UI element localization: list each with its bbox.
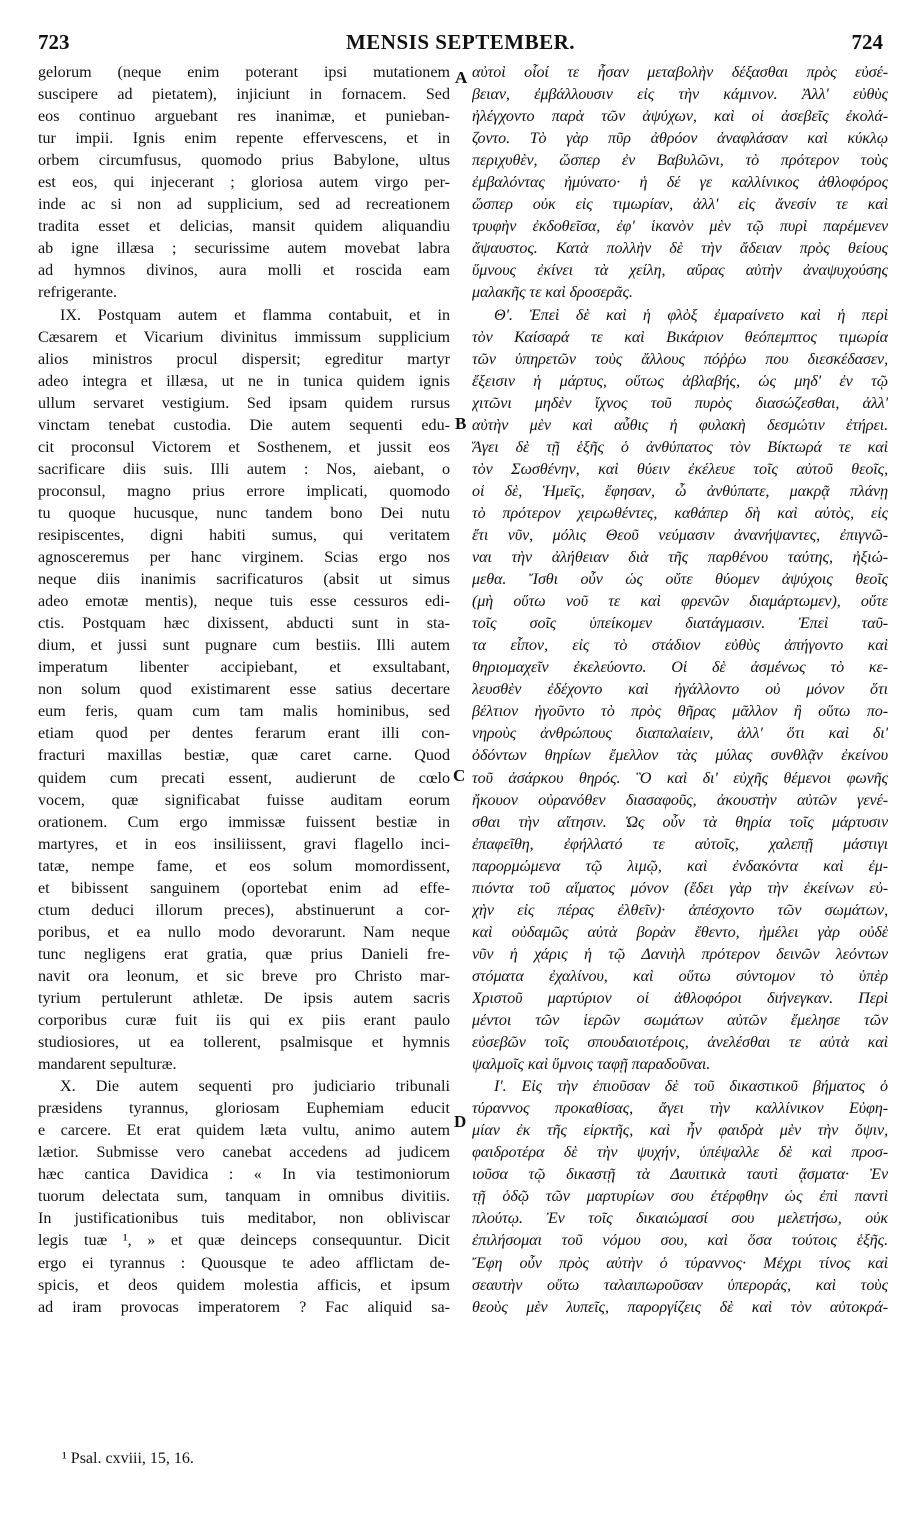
text-line: ἐμβαλόντας ἠμύνατο· ἡ δέ γε καλλίνικος ἀθλοφόρος <box>472 174 888 192</box>
text-line: vinctam tenebat custodia. Die autem sequenti edu- <box>38 416 450 434</box>
text-line: τύραννος προκαθίσας, ἄγει τὴν καλλίνικον Εὐφη- <box>472 1100 888 1118</box>
text-line: χιτῶνι μηδὲν ἴχνος τοῦ πυρὸς διασώζεσθαι, ἀλλ' <box>472 394 888 412</box>
text-line: dium, et jussi sunt pugnare cum bestiis. Illi autem <box>38 637 450 655</box>
text-line: ullum servaret vestigium. Sed ipsam quidem rursus <box>38 394 450 412</box>
text-line: ἤκουον οὐρανόθεν διασαφοῦς, ἀκουστὴν αὐτῶν γενέ- <box>472 791 888 809</box>
text-line: παρορμώμενα τῷ λιμῷ, καὶ ἐνδακόντα καὶ ἐμ- <box>472 857 888 875</box>
text-line: refrigerante. <box>38 284 118 302</box>
right-page-number: 724 <box>851 30 883 54</box>
text-line: ctum deduci illorum preces), abstinuerunt a cor- <box>38 901 450 919</box>
text-line: proconsul, magno prius errore implicati, quomodo <box>38 482 450 500</box>
text-line: πλούτῳ. Ἐν τοῖς δικαιώμασί σου μελετήσω, οὐκ <box>472 1210 888 1228</box>
text-line: σθαι τὴν αἴτησιν. Ὡς οὖν τὰ θηρία τοῖς μάρτυσιν <box>472 813 888 831</box>
text-line: μαλακῆς τε καὶ δροσερᾶς. <box>472 284 633 302</box>
text-line: ἠλέγχοντο παρὰ τῶν ἀψύχων, καὶ οἱ ἀσεβεῖς ἐκολά- <box>472 108 888 126</box>
text-line: sacrificare diis suis. Illi autem : Nos, aiebant, o <box>38 460 450 478</box>
text-line: βειαν, ἐμβάλλουσιν εἰς τὴν κάμινον. Ἀλλ' εὐθὺς <box>472 86 888 104</box>
text-line: εὐσεβῶν τοῖς σπουδαιοτέροις, ἀνελέσθαι τε αὐτὰ καὶ <box>472 1034 888 1052</box>
text-line: ctis. Postquam hæc dixissent, abducti sunt in sta- <box>38 615 450 633</box>
text-line: e carcere. Et erat quidem læta vultu, animo autem <box>38 1122 450 1140</box>
text-line: νῦν ἡ χάρις ἡ τῷ Δανιὴλ πρότερον δεινῶν λεόντων <box>472 945 888 963</box>
text-line: tyrium pertulerunt athletæ. De ipsis autem sacris <box>38 989 450 1007</box>
text-line: σεαυτὴν οὕτω ταλαιπωροῦσαν ὑπεροράς, καὶ τοὺς <box>472 1276 888 1294</box>
text-line: τα εἶπον, εἰς τὸ στάδιον εὐθὺς ἀπήγοντο καὶ <box>472 637 888 655</box>
margin-marker-b: B <box>455 414 467 433</box>
text-line: martyres, et in eos insiliissent, gravi flagello inci- <box>38 835 450 853</box>
text-line: στόματα ἐχαλίνου, καὶ οὕτω σύντομον τὸ ὑπὲρ <box>472 967 888 985</box>
text-line: μέντοι τῶν ἱερῶν σωμάτων αὐτῶν ἔμελησε τῶν <box>472 1012 888 1030</box>
text-line: τῶν ὑπηρετῶν τοὺς ἄλλους πόῤῥω που διεσκέδασεν, <box>472 350 888 368</box>
text-line: Ἔφη οὖν πρὸς αὐτὴν ὁ τύραννος· Μέχρι τίνος καὶ <box>472 1254 888 1272</box>
text-line: θηριομαχεῖν ἐκελεύοντο. Οἱ δὲ ἀσμένως τὸ κε- <box>472 659 888 677</box>
text-line: imperatum libenter accipiebant, et exsultabant, <box>38 659 450 677</box>
text-line: spicis, et deos quidem molestia afficis, et ipsum <box>38 1276 450 1294</box>
text-line: etiam quod per dentes ferarum erant illi con- <box>38 725 450 743</box>
text-line: καὶ οὐδαμῶς αὐτὰ βορὰν ἔθεντο, ἠμέλει γὰρ οὐδὲ <box>472 923 888 941</box>
text-line: vocem, quæ significabat fuisse auditam eorum <box>38 791 450 809</box>
text-line: tatæ, nempe fame, et eos solum momordissent, <box>38 857 450 875</box>
text-line: eos continuo arguebant res inanimæ, et punieban- <box>38 108 450 126</box>
running-title: MENSIS SEPTEMBER. <box>345 30 576 54</box>
text-line: μεθα. Ἴσθι οὖν ὡς οὔτε θύομεν ἀψύχοις θεοῖς <box>472 571 888 589</box>
text-line: Θ'. Ἐπεὶ δὲ καὶ ἡ φλὸξ ἐμαραίνετο καὶ ἡ περὶ <box>494 306 888 324</box>
text-line: tunc negligens erat gratia, quæ prius Danieli fre- <box>38 945 450 963</box>
text-line: corporibus curæ fuit iis qui ex piis erant paulo <box>38 1012 450 1030</box>
text-line: ad hymnos divinos, aura molli et roscida eam <box>38 262 450 280</box>
text-line: hæc cantica Davidica : « In via testimoniorum <box>38 1166 450 1184</box>
text-line: tradita esset et delicias, mansit quidem aliquandiu <box>38 218 450 236</box>
text-line: ὀδόντων θηρίων ἔμελλον τὰς μύλας συνθλᾷν ἐκείνου <box>472 747 888 765</box>
text-line: τρυφὴν ἐκδοθεῖσα, ἐφ' ἱκανὸν μὲν τῷ πυρὶ παρέμενεν <box>472 218 888 236</box>
text-line: IX. Postquam autem et flamma contabuit, et in <box>60 306 450 324</box>
text-line: tu quoque hucusque, nunc tandem bono Dei nutu <box>38 504 450 522</box>
text-line: οἱ δὲ, Ἡμεῖς, ἔφησαν, ὦ ἀνθύπατε, μακρᾷ πλάνῃ <box>472 482 888 500</box>
text-line: θεοὺς μὲν λυπεῖς, παροργίζεις δὲ καὶ τὸν αὐτοκρά- <box>472 1298 888 1316</box>
text-line: præsidens tyrannus, gloriosam Euphemiam educit <box>38 1100 450 1118</box>
page-header <box>38 30 883 64</box>
text-line: fracturi maxillas bestiæ, quæ caret carne. Quod <box>38 747 450 765</box>
left-page-number: 723 <box>38 30 70 54</box>
text-line: ergo ei tyrannus : Quousque te adeo afflictam de- <box>38 1254 450 1272</box>
text-line: τῇ ὁδῷ τῶν μαρτυρίων σου ἐτέρφθην ὡς ἐπὶ παντὶ <box>472 1188 888 1206</box>
text-line: Cæsarem et Vicarium divinitus immissum supplicium <box>38 328 450 346</box>
text-line: Χριστοῦ μαρτύριον οἱ ἀθλοφόροι διήνεγκαν. Περὶ <box>472 989 888 1007</box>
text-line: (μὴ οὕτω νοῦ τε καὶ φρενῶν διαμάρτωμεν), οὔτε <box>472 593 888 611</box>
text-line: orbem circumfusus, quomodo prius Babylone, ultus <box>38 152 450 170</box>
text-line: inde ac si non ad supplicium, sed ad recreationem <box>38 196 450 214</box>
text-line: studiosiores, ut ea tollerent, psalmisque et hymnis <box>38 1034 450 1052</box>
text-line: gelorum (neque enim poterant ipsi mutationem <box>38 64 450 81</box>
text-line: ὥσπερ οὐκ εἰς τιμωρίαν, ἀλλ' εἰς ἄνεσίν τε καὶ <box>472 196 888 214</box>
text-line: αὐτὴν μὲν καὶ αὖθις ἡ φυλακὴ δεσμώτιν ἐτήρει. <box>472 416 888 434</box>
text-line: ab igne illæsa ; securissime autem movebat labra <box>38 240 450 258</box>
text-line: adeo integra et illæsa, ut ne in tunica quidem ignis <box>38 372 450 390</box>
text-line: ad iram provocas imperatorem ? Fac aliquid sa- <box>38 1298 450 1316</box>
text-line: non solum quod existimarent esse satius decertare <box>38 681 450 699</box>
text-line: ζοντο. Τὸ γὰρ πῦρ ἀθρόον ἀναφλάσαν καὶ κύκλῳ <box>472 130 888 148</box>
text-line: νηροὺς ἀνθρώπους διαπαλαίειν, ἀλλ' ὅτι καὶ δι' <box>472 725 888 743</box>
text-line: ἔξεισιν ἡ μάρτυς, οὕτως ἀβλαβής, ὡς μηδ' ἐν τῷ <box>472 372 888 390</box>
text-line: Ἄγει δὲ τῇ ἑξῆς ὁ ἀνθύπατος τὸν Βίκτωρά τε καὶ <box>472 438 888 456</box>
text-line: tur impii. Ignis enim repente effervescens, et in <box>38 130 450 148</box>
text-line: Ι'. Εἰς τὴν ἐπιοῦσαν δὲ τοῦ δικαστικοῦ βήματος ὁ <box>494 1078 888 1096</box>
text-line: est eos, qui injecerant ; gloriosa autem virgo per- <box>38 174 450 192</box>
text-line: eum feris, quam cum tam malis hominibus, sed <box>38 703 450 721</box>
text-line: τὸν Σωσθένην, καὶ θύειν ἐκέλευε τοῖς αὐτοῦ θεοῖς, <box>472 460 888 478</box>
text-line: ὕμνους ἐκίνει τὰ χείλη, αὔρας αὐτὴν ἀναψυχούσης <box>472 262 888 280</box>
text-line: τοῦ ἀσάρκου θηρός. Ὃ καὶ δι' εὐχῆς θέμενοι φωνῆς <box>472 769 888 787</box>
text-line: πιόντα τοῦ αἵματος μόνον (ἔδει γὰρ τὴν ἐκείνων εὐ- <box>472 879 888 897</box>
text-line: adeo emotæ mentis), neque tuis esse cessuros edi- <box>38 593 450 611</box>
text-line: τὸν Καίσαρά τε καὶ Βικάριον θεόπεμπτος τιμωρία <box>472 328 888 346</box>
margin-marker-c: C <box>453 766 466 785</box>
text-line: cit proconsul Victorem et Sosthenem, et jussit eos <box>38 438 450 456</box>
text-line: τοῖς σοῖς ὑπείκομεν διατάγμασιν. Ἐπεὶ ταῦ- <box>472 615 888 633</box>
text-line: φαιδροτέρα δὲ τὴν ψυχήν, ὑπέψαλλε δὲ καὶ προσ- <box>472 1144 888 1162</box>
text-line: ἐπαφεῖθη, ἐφήλλατό τε αὐτοῖς, χαλεπῇ μάστιγι <box>472 835 888 853</box>
text-line: ναι τὴν ἀλήθειαν διὰ τῆς παρθένου ταύτης, ἠξιώ- <box>472 549 888 567</box>
text-line: In justificationibus tuis meditabor, non obliviscar <box>38 1210 450 1228</box>
greek-column <box>472 62 888 1319</box>
text-line: μίαν ἐκ τῆς εἱρκτῆς, καὶ ἦν φαιδρὰ μὲν τὴν ὄψιν, <box>472 1122 888 1140</box>
text-line: quidem cum precati essent, audierunt de cœlo <box>38 769 450 787</box>
text-line: alios ministros procul dispersit; egreditur martyr <box>38 350 450 368</box>
text-line: ψαλμοῖς καὶ ὕμνοις ταφῇ παραδοῦναι. <box>472 1056 711 1074</box>
text-line: navit ora leonum, et sic breve pro Christo mar- <box>38 967 450 985</box>
text-line: resipiscentes, digni habiti sumus, qui veritatem <box>38 526 450 544</box>
text-line: περιχυθὲν, ὥσπερ ἐν Βαβυλῶνι, τὸ πρότερον τοὺς <box>472 152 888 170</box>
text-line: mandarent sepulturæ. <box>38 1056 177 1074</box>
footnote: ¹ Psal. cxviii, 15, 16. <box>62 1450 194 1467</box>
text-line: et bibissent sanguinem (oportebat enim ad effe- <box>38 879 450 897</box>
text-line: ἄψαυστος. Κατὰ πολλὴν δὲ τὴν ἄδειαν πρὸς θείους <box>472 240 888 258</box>
text-line: ἐπιλήσομαι τοῦ νόμου σου, καὶ ὅσα τούτοις ἑξῆς. <box>472 1232 888 1250</box>
text-line: legis tuæ ¹, » et quæ deinceps consequuntur. Dicit <box>38 1232 450 1250</box>
text-line: suscipere ad pietatem), injiciunt in fornacem. Sed <box>38 86 450 104</box>
text-line: χὴν εἰς πέρας ἐλθεῖν)· ἀπέσχοντο τῶν σωμάτων, <box>472 901 888 919</box>
margin-marker-a: A <box>455 68 468 87</box>
text-line: βέλτιον ἡγοῦντο τὸ πρὸς θῆρας μᾶλλον ἢ οὕτω πο- <box>472 703 888 721</box>
text-line: tuorum delectata sum, tanquam in omnibus divitiis. <box>38 1188 450 1206</box>
text-line: neque diis inanimis sacrificaturos (absit ut simus <box>38 571 450 589</box>
text-line: λευσθὲν ἐδέχοντο καὶ ἠγάλλοντο οὐ μόνον ὅτι <box>472 681 888 699</box>
text-line: agnosceremus per hanc virginem. Scias ergo nos <box>38 549 450 567</box>
text-line: poribus, et ea nullo modo devorarunt. Nam neque <box>38 923 450 941</box>
latin-column <box>38 62 450 1319</box>
text-line: ιοῦσα τῷ δικαστῇ τὰ Δαυιτικὰ ταυτὶ ᾄσματα· Ἐν <box>472 1166 888 1184</box>
margin-marker-d: D <box>454 1112 467 1131</box>
text-line: αὐτοὶ οἷοί τε ἦσαν μεταβολὴν δέξασθαι πρὸς εὐσέ- <box>472 64 888 81</box>
text-line: lætior. Submisse vero canebat accedens ad judicem <box>38 1144 450 1162</box>
text-line: τὸ πρότερον χειρωθέντες, καθάπερ δὴ καὶ αὐτὸς, εἰς <box>472 504 888 522</box>
text-line: ἔτι νῦν, μόλις Θεοῦ νεύμασιν ἀνανήψαντες, ἐπιγνῶ- <box>472 526 888 544</box>
text-line: orationem. Cum ergo immissæ fuissent bestiæ in <box>38 813 450 831</box>
text-line: X. Die autem sequenti pro judiciario tribunali <box>60 1078 450 1096</box>
